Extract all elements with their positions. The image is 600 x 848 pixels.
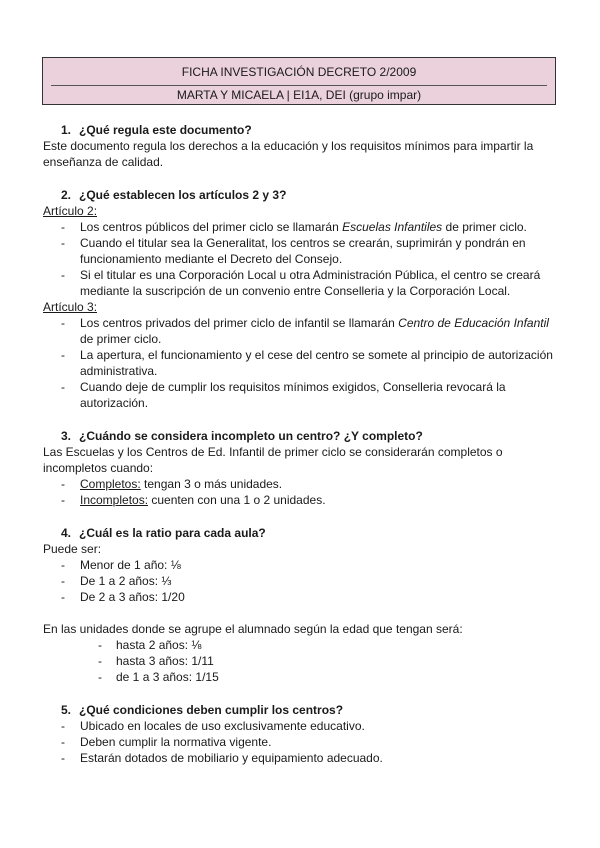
document-header [42, 57, 556, 105]
list-item: - Estarán dotados de mobiliario y equipamiento adecuado. [43, 750, 558, 766]
document-authors: MARTA Y MICAELA | EI1A, DEI (grupo impar) [176, 88, 422, 102]
question-3-intro: Las Escuelas y los Centros de Ed. Infantil de primer ciclo se considerarán completos o incompletos cuando: [43, 445, 503, 475]
list-item: - De 2 a 3 años: 1/20 [43, 589, 558, 605]
list-item: - Cuando deje de cumplir los requisitos mínimos exigidos, Conselleria revocará la autorización. [43, 379, 558, 411]
question-5-heading: 5. ¿Qué condiciones deben cumplir los centros? [61, 703, 344, 717]
list-item: - Si el titular es una Corporación Local u otra Administración Pública, el centro se creará mediante la suscripción de un convenio entre Conselleria y la Corporación Local. [43, 267, 558, 299]
list-item: - Ubicado en locales de uso exclusivamente educativo. [43, 718, 558, 734]
list-item: - Deben cumplir la normativa vigente. [43, 734, 558, 750]
list-item: - De 1 a 2 años: ⅓ [43, 573, 558, 589]
conditions-list [43, 718, 558, 766]
list-item: - Los centros privados del primer ciclo de infantil se llamarán Centro de Educación Infantil de primer ciclo. [43, 315, 558, 347]
article-3-label: Artículo 3: [43, 300, 98, 314]
article-3-list [43, 315, 558, 411]
list-item: - Los centros públicos del primer ciclo se llamarán Escuelas Infantiles de primer ciclo. [43, 219, 558, 235]
ratio-list [43, 557, 558, 605]
question-3-list [43, 476, 558, 508]
list-item: - La apertura, el funcionamiento y el cese del centro se somete al principio de autorización administrativa. [43, 347, 558, 379]
list-item: - hasta 2 años: ⅛ [43, 637, 558, 653]
list-item: - Incompletos: cuenten con una 1 o 2 unidades. [43, 492, 558, 508]
document-title: FICHA INVESTIGACIÓN DECRETO 2/2009 [181, 65, 417, 79]
article-2-list [43, 219, 558, 299]
mixed-ratio-intro: En las unidades donde se agrupe el alumnado según la edad que tengan será: [43, 622, 463, 636]
document-body [43, 122, 558, 766]
question-3-heading: 3. ¿Cuándo se considera incompleto un centro? ¿Y completo? [61, 429, 423, 443]
mixed-ratio-list [43, 637, 558, 685]
question-4-intro: Puede ser: [43, 542, 102, 556]
list-item: - hasta 3 años: 1/11 [43, 653, 558, 669]
question-1-answer: Este documento regula los derechos a la educación y los requisitos mínimos para impartir la enseñanza de calidad. [43, 139, 534, 169]
list-item: - Cuando el titular sea la Generalitat, los centros se crearán, suprimirán y pondrán en funcionamiento mediante el Decreto del Consejo. [43, 235, 558, 267]
article-2-label: Artículo 2: [43, 204, 98, 218]
header-divider [51, 85, 547, 86]
question-2-heading: 2. ¿Qué establecen los artículos 2 y 3? [61, 188, 287, 202]
list-item: - de 1 a 3 años: 1/15 [43, 669, 558, 685]
list-item: - Menor de 1 año: ⅛ [43, 557, 558, 573]
question-4-heading: 4. ¿Cuál es la ratio para cada aula? [61, 526, 266, 540]
list-item: - Completos: tengan 3 o más unidades. [43, 476, 558, 492]
question-1-heading: 1. ¿Qué regula este documento? [61, 123, 252, 137]
